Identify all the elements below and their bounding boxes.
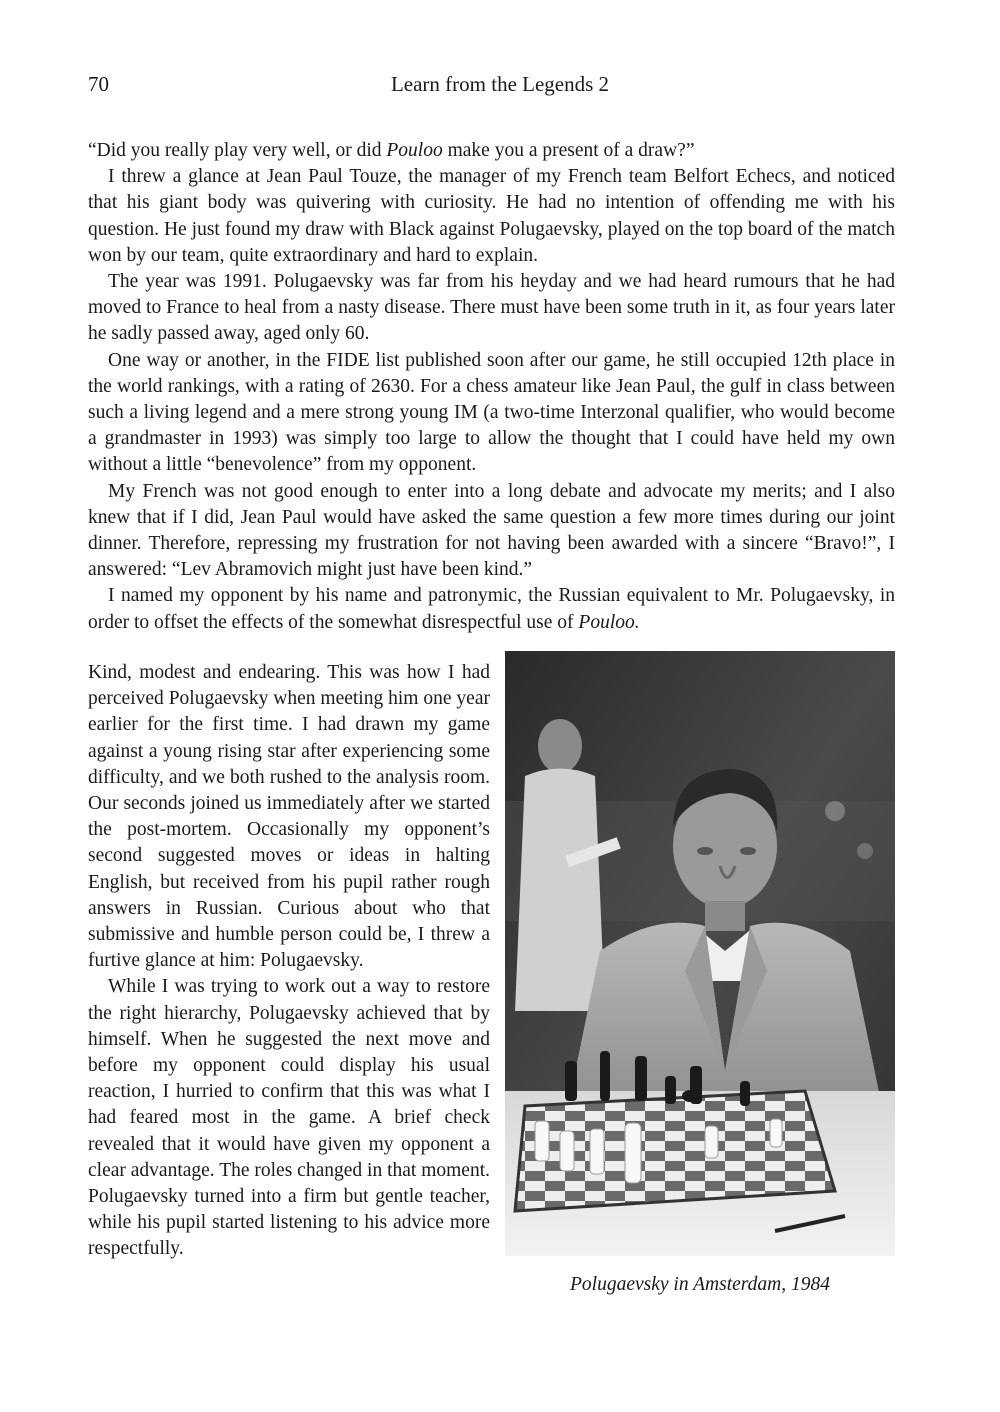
paragraph — [88, 348, 895, 479]
paragraph — [88, 269, 895, 348]
paragraph — [88, 479, 895, 584]
italic-text: Pouloo — [386, 140, 443, 161]
body-text-top — [88, 138, 895, 636]
body-text-column — [88, 660, 490, 1263]
paragraph — [88, 164, 895, 269]
page-number: 70 — [88, 72, 109, 96]
text-run: “Did you really play very well, or did — [88, 140, 387, 161]
running-title: Learn from the Legends 2 — [390, 72, 610, 96]
text-run: The year was 1991. Polugaevsky was far from his heyday and we had heard rumours that he had moved to France to heal from a nasty disease. There must have been some truth in it, as four years later he sadly passed away, aged only 60. — [88, 271, 895, 345]
text-run: One way or another, in the FIDE list published soon after our game, he still occupied 12th place in the world rankings, with a rating of 2630. For a chess amateur like Jean Paul, the gulf in class between such a living legend and a mere strong young IM (a two-time Interzonal qualifier, who would become a grandmaster in 1993) was simply too large to allow the thought that I could have held my own without a little “benevolence” from my opponent. — [88, 349, 895, 476]
paragraph — [88, 660, 490, 974]
paragraph — [88, 583, 895, 635]
text-run: I named my opponent by his name and patronymic, the Russian equivalent to Mr. Polugaevsky, in order to offset the effects of the somewhat disrespectful use of — [88, 585, 895, 633]
text-run: While I was trying to work out a way to restore the right hierarchy, Polugaevsky achieved that by himself. When he suggested the next move and before my opponent could display his usual reaction, I hurried to confirm that this was what I had feared most in the game. A brief check revealed that it would have given my opponent a clear advantage. The roles changed in that moment. Polugaevsky turned into a firm but gentle teacher, while his pupil started listening to his advice more respectfully. — [88, 976, 490, 1260]
text-run: My French was not good enough to enter into a long debate and advocate my merits; and I also knew that if I did, Jean Paul would have asked the same question a few more times during our joint dinner. Therefore, repressing my frustration for not having been awarded with a sincere “Bravo!”, I answered: “Lev Abramovich might just have been kind.” — [88, 480, 895, 581]
photo-polugaevsky — [505, 651, 895, 1256]
text-run: I threw a glance at Jean Paul Touze, the manager of my French team Belfort Echecs, and noticed that his giant body was quivering with curiosity. He had no intention of offending me with his question. He just found my draw with Black against Polugaevsky, played on the top board of the match won by our team, quite extraordinary and hard to explain. — [88, 166, 895, 266]
italic-text: Pouloo. — [578, 611, 640, 633]
paragraph — [88, 138, 895, 164]
photo-caption: Polugaevsky in Amsterdam, 1984 — [570, 1274, 830, 1295]
text-run: Kind, modest and endearing. This was how I had perceived Polugaevsky when meeting him one year earlier for the first time. I had drawn my game against a young rising star after experiencing some difficulty, and we both rushed to the analysis room. Our seconds joined us immediately after we started the post-mortem. Occasionally my opponent’s second suggested moves or ideas in halting English, but received from his pupil rather rough answers in Russian. Curious about who that submissive and humble person could be, I threw a furtive glance at him: Polugaevsky. — [88, 662, 490, 972]
text-run: make you a present of a draw?” — [442, 140, 695, 161]
paragraph — [88, 974, 490, 1262]
